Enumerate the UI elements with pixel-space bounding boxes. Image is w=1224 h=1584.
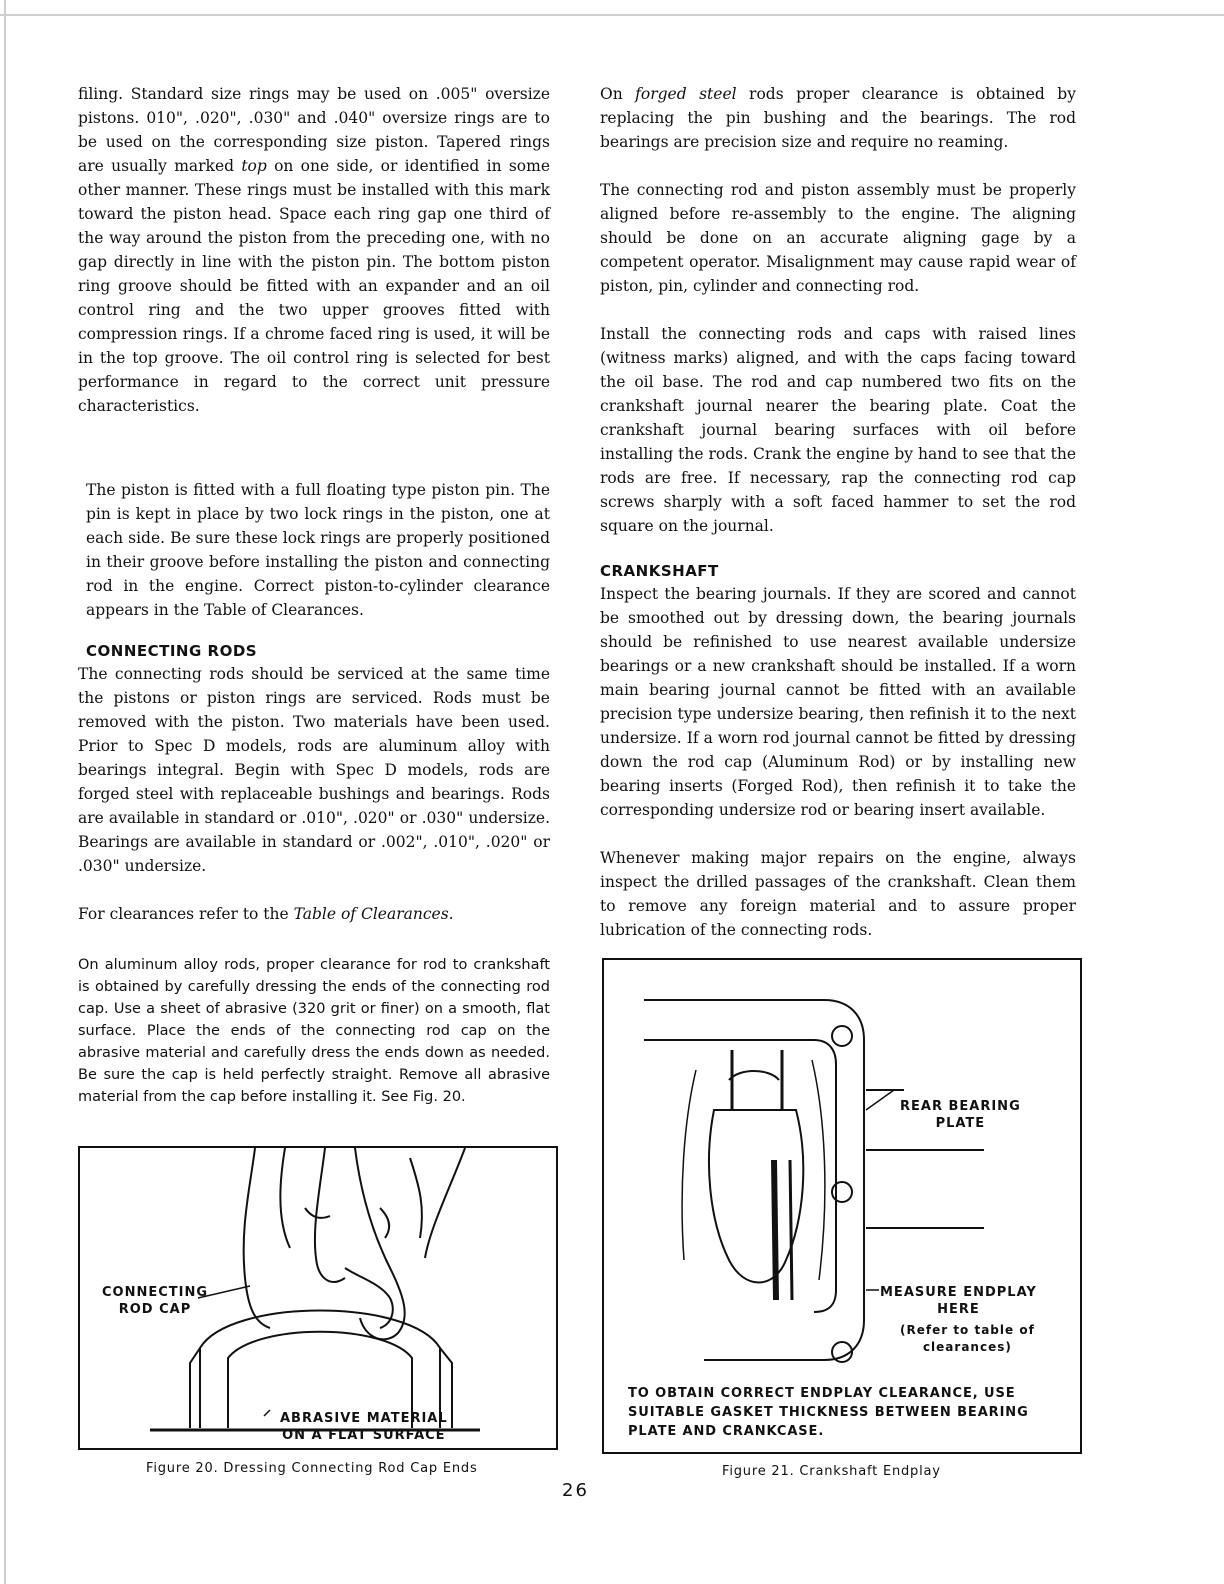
paragraph: For clearances refer to the Table of Clearances. (78, 905, 454, 923)
paragraph: filing. Standard size rings may be used on .005" oversize pistons. 010", .020", .030" and .040" oversize rings are to be used on the corresponding size piston. Tapered rings are usually marked top on one side, or identified in some other manner. These rings must be installed with this mark toward the piston head. Space each ring gap one third of the way around the piston from the preceding one, with no gap directly in line with the piston pin. The bottom piston ring groove should be fitted with an expander and an oil control ring and the two upper grooves fitted with compression rings. If a chrome faced ring is used, it will be in the top groove. The oil control ring is selected for best performance in regard to the correct unit pressure characteristics. (78, 85, 550, 415)
paragraph: On forged steel rods proper clearance is obtained by replacing the pin bushing and the bearings. The rod bearings are precision size and require no reaming. (600, 85, 1076, 151)
label-refer-clearances: (Refer to table of clearances) (900, 1323, 1035, 1354)
label-rear-bearing-plate: REAR BEARING PLATE (900, 1099, 1021, 1131)
figure-20-box (78, 1146, 558, 1450)
label-abrasive-material: ABRASIVE MATERIAL ON A FLAT SURFACE (280, 1411, 448, 1443)
right-column (600, 82, 1076, 942)
endplay-note: TO OBTAIN CORRECT ENDPLAY CLEARANCE, USE SUITABLE GASKET THICKNESS BETWEEN BEARING PLATE AND CRANKCASE. (628, 1386, 1029, 1439)
paragraph: Install the connecting rods and caps with raised lines (witness marks) aligned, and with the caps facing toward the oil base. The rod and cap numbered two fits on the crankshaft journal nearer the bearing plate. Coat the crankshaft journal bearing surfaces with oil before installing the rods. Crank the engine by hand to see that the rods are free. If necessary, rap the connecting rod cap screws sharply with a soft faced hammer to set the rod square on the journal. (600, 325, 1076, 535)
section-heading: CONNECTING RODS (86, 642, 258, 660)
section-heading: CRANKSHAFT (600, 562, 719, 580)
paragraph: Whenever making major repairs on the engine, always inspect the drilled passages of the crankshaft. Clean them to remove any foreign material and to assure proper lubrication of the connecting rods. (600, 849, 1076, 939)
label-connecting-rod-cap: CONNECTING ROD CAP (102, 1285, 209, 1317)
paragraph: On aluminum alloy rods, proper clearance for rod to crankshaft is obtained by carefully dressing the ends of the connecting rod cap. Use a sheet of abrasive (320 grit or finer) on a smooth, flat surface. Place the ends of the connecting rod cap on the abrasive material and carefully dress the ends down as needed. Be sure the cap is held perfectly straight. Remove all abrasive material from the cap before installing it. See Fig. 20. (78, 957, 550, 1105)
paragraph: Inspect the bearing journals. If they are scored and cannot be smoothed out by dressing down, the bearing journals should be refinished to use nearest available undersize bearings or a new crankshaft should be installed. If a worn main bearing journal cannot be fitted with an available precision type undersize bearing, then refinish it to the next undersize. If a worn rod journal cannot be fitted by dressing down the rod cap (Aluminum Rod) or by installing new bearing inserts (Forged Rod), then refinish it to take the corresponding undersize rod or bearing insert available. (600, 585, 1076, 819)
scan-left-edge (4, 0, 6, 1584)
figure-21-illustration (604, 960, 1080, 1452)
page-number: 26 (562, 1480, 589, 1501)
paragraph: The connecting rod and piston assembly must be properly aligned before re-assembly to the engine. The aligning should be done on an accurate aligning gage by a competent operator. Misalignment may cause rapid wear of piston, pin, cylinder and connecting rod. (600, 181, 1076, 295)
paragraph: The piston is fitted with a full floating type piston pin. The pin is kept in place by two lock rings in the piston, one at each side. Be sure these lock rings are properly positioned in their groove before installing the piston and connecting rod in the engine. Correct piston-to-cylinder clearance appears in the Table of Clearances. (86, 481, 550, 619)
scan-top-edge (0, 14, 1224, 16)
figure-21-caption: Figure 21. Crankshaft Endplay (722, 1464, 941, 1479)
paragraph: The connecting rods should be serviced at the same time the pistons or piston rings are serviced. Rods must be removed with the piston. Two materials have been used. Prior to Spec D models, rods are aluminum alloy with bearings integral. Begin with Spec D models, rods are forged steel with replaceable bushings and bearings. Rods are available in standard or .010", .020" or .030" undersize. Bearings are available in standard or .002", .010", .020" or .030" undersize. (78, 665, 550, 875)
figure-21-box (602, 958, 1082, 1454)
left-column (78, 82, 550, 1108)
figure-20-caption: Figure 20. Dressing Connecting Rod Cap Ends (146, 1461, 478, 1476)
label-measure-endplay: MEASURE ENDPLAY HERE (880, 1285, 1037, 1317)
